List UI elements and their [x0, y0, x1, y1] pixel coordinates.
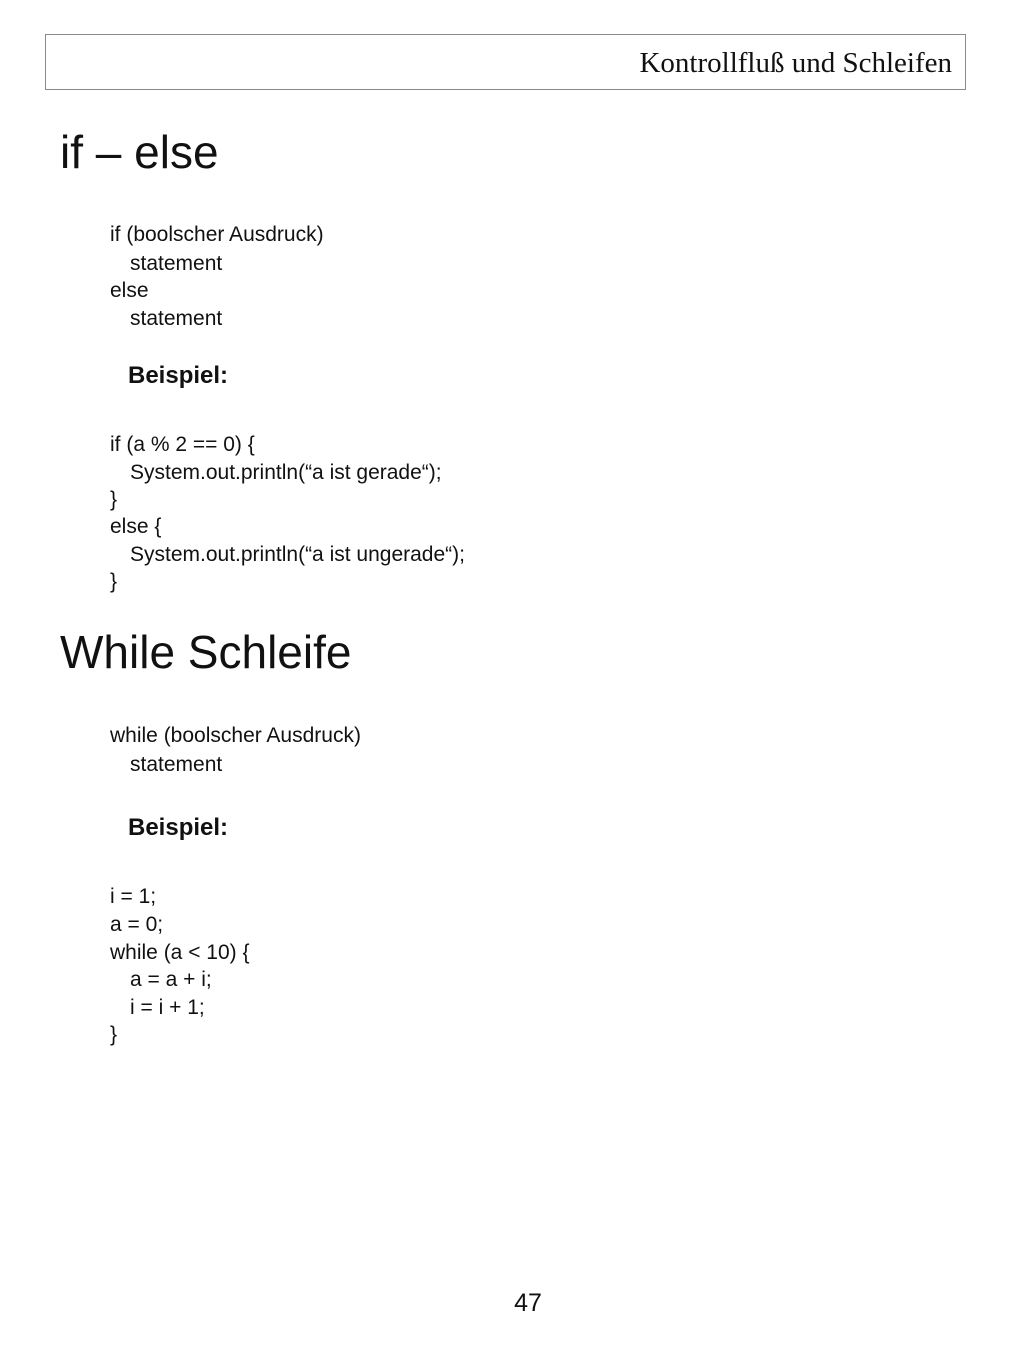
code-line: while (boolscher Ausdruck)	[110, 724, 361, 747]
code-line: statement	[130, 753, 223, 776]
code-line: System.out.println(“a ist gerade“);	[130, 461, 442, 484]
code-line: if (boolscher Ausdruck)	[110, 223, 324, 246]
example-label: Beispiel:	[128, 362, 229, 389]
code-line: i = 1;	[110, 885, 157, 908]
code-line: statement	[130, 252, 223, 275]
code-line: else {	[110, 515, 162, 538]
header-title: Kontrollfluß und Schleifen	[639, 47, 952, 79]
code-line: }	[110, 1023, 118, 1046]
code-line: }	[110, 570, 118, 593]
code-line: else	[110, 279, 149, 302]
code-line: System.out.println(“a ist ungerade“);	[130, 543, 465, 566]
code-line: }	[110, 488, 118, 511]
code-line: i = i + 1;	[130, 996, 205, 1019]
example-label: Beispiel:	[128, 814, 229, 841]
running-header	[45, 34, 966, 90]
code-line: statement	[130, 307, 223, 330]
heading-while-schleife: While Schleife	[60, 626, 352, 678]
heading-if-else: if – else	[60, 126, 219, 178]
code-line: a = a + i;	[130, 968, 212, 991]
code-line: while (a < 10) {	[110, 941, 250, 964]
code-line: if (a % 2 == 0) {	[110, 433, 255, 456]
page-number: 47	[514, 1289, 542, 1317]
code-line: a = 0;	[110, 913, 164, 936]
